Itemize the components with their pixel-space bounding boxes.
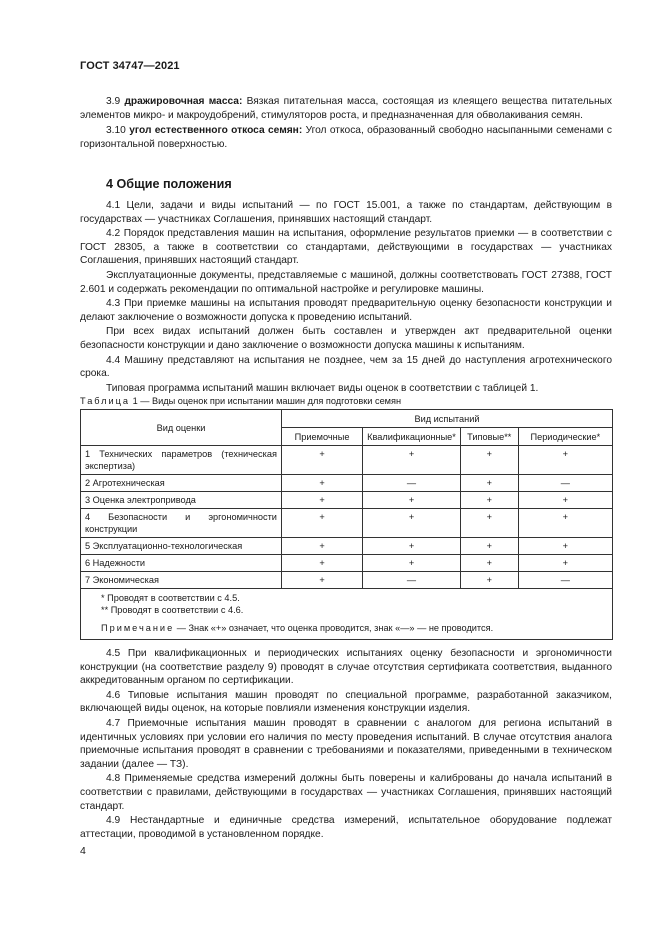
paragraph: 4.4 Машину представляют на испытания не позднее, чем за 15 дней до наступления агротехнического срока. (80, 354, 612, 380)
after-table-block (80, 647, 612, 841)
mark-cell: — (518, 475, 612, 492)
mark-cell: + (281, 509, 362, 538)
header-type-tests: Типовые** (460, 428, 518, 446)
note-text: — Знак «+» означает, что оценка проводится, знак «—» — не проводится. (174, 623, 494, 633)
mark-cell: — (518, 572, 612, 589)
paragraph: 4.6 Типовые испытания машин проводят по специальной программе, разработанной заказчиком, включающей виды оценок, на которые повлияли изменения конструкции изделия. (80, 689, 612, 715)
mark-cell: + (281, 492, 362, 509)
header-assessment-type: Вид оценки (81, 410, 282, 446)
header-acceptance: Приемочные (281, 428, 362, 446)
row-name: 6 Надежности (81, 555, 282, 572)
definition-text: Угол откоса, образованный свободно насыпанными семенами с горизонтальной поверхностью. (80, 125, 612, 150)
section-title: 4 Общие положения (106, 177, 232, 191)
mark-cell: + (518, 538, 612, 555)
paragraph: 4.2 Порядок представления машин на испытания, оформление результатов приемки — в соответствии с ГОСТ 28305, а также в соответствии со стандартами, действующими в государствах — участниках Соглашения, принявших настоящий стандарт. (80, 228, 612, 267)
table-notes-row (81, 589, 613, 640)
paragraph: 4.5 При квалификационных и периодических испытаниях оценку безопасности и эргономичности конструкции (на соответствие разделу 9) проводят в случае отсутствия сертификата соответствия, выданного аккредитованным органом по сертификации. (80, 648, 612, 687)
mark-cell: + (460, 555, 518, 572)
table-row (81, 572, 613, 589)
row-name: 1 Технических параметров (техническая экспертиза) (81, 446, 282, 475)
mark-cell: + (363, 538, 461, 555)
mark-cell: + (281, 555, 362, 572)
table-row (81, 475, 613, 492)
definition-number: 3.10 (106, 125, 126, 137)
assessment-table (80, 409, 613, 640)
table-caption-text: 1 — Виды оценок при испытании машин для подготовки семян (130, 396, 402, 406)
mark-cell: + (460, 572, 518, 589)
definition-3-9 (80, 95, 612, 122)
mark-cell: + (518, 509, 612, 538)
mark-cell: + (460, 492, 518, 509)
mark-cell: + (363, 555, 461, 572)
row-name: 5 Эксплуатационно-технологическая (81, 538, 282, 555)
note-label: Примечание (101, 623, 175, 633)
general-provisions-block (80, 199, 612, 395)
mark-cell: + (518, 555, 612, 572)
header-test-type: Вид испытаний (281, 410, 612, 428)
row-name: 2 Агротехническая (81, 475, 282, 492)
row-name: 3 Оценка электропривода (81, 492, 282, 509)
table-caption-label: Таблица (80, 396, 131, 406)
mark-cell: + (363, 509, 461, 538)
definition-number: 3.9 (106, 96, 121, 107)
definition-term: угол естественного откоса семян: (129, 125, 303, 137)
table-caption (80, 396, 401, 406)
definition-text: Вязкая питательная масса, состоящая из клеящего вещества питательных элементов микро- и макроудобрений, стимуляторов роста, и предназначенная для обволакивания семян. (80, 96, 612, 121)
mark-cell: + (363, 446, 461, 475)
table-note (89, 622, 604, 634)
mark-cell: + (518, 446, 612, 475)
paragraph: 4.1 Цели, задачи и виды испытаний — по ГОСТ 15.001, а также по стандартам, действующим в государствах — участниках Соглашения, принявших настоящий стандарт. (80, 200, 612, 225)
paragraph: Эксплуатационные документы, представляемые с машиной, должны соответствовать ГОСТ 27388, ГОСТ 2.601 и содержать рекомендации по оптимальной настройке и регулировке машины. (80, 269, 612, 295)
mark-cell: + (518, 492, 612, 509)
mark-cell: + (460, 475, 518, 492)
mark-cell: + (281, 446, 362, 475)
mark-cell: + (281, 538, 362, 555)
mark-cell: + (460, 538, 518, 555)
header-periodic: Периодические* (518, 428, 612, 446)
table-row (81, 509, 613, 538)
mark-cell: + (281, 572, 362, 589)
row-name: 4 Безопасности и эргономичности конструкции (81, 509, 282, 538)
mark-cell: — (363, 572, 461, 589)
paragraph: 4.8 Применяемые средства измерений должны быть поверены и калиброваны до начала испытаний в соответствии с правилами, действующими в государствах — участниках Соглашения, принявших настоящий стандарт. (80, 773, 612, 812)
table-row (81, 492, 613, 509)
table-notes (81, 589, 613, 640)
definition-term: дражировочная масса: (124, 96, 243, 107)
footnote: * Проводят в соответствии с 4.5. (101, 593, 240, 603)
definition-3-10 (80, 124, 612, 151)
table-row (81, 538, 613, 555)
mark-cell: — (363, 475, 461, 492)
table-row (81, 555, 613, 572)
footnote: ** Проводят в соответствии с 4.6. (101, 605, 244, 615)
mark-cell: + (460, 509, 518, 538)
paragraph: 4.7 Приемочные испытания машин проводят в сравнении с аналогом для региона испытаний в идентичных условиях при условии его наличия по месту проведения испытаний. В случае отсутствия аналога приемочные испытания проводят в сравнении с требованиями и показателями, приведенными в техническом задании (далее — ТЗ). (80, 717, 612, 770)
paragraph: 4.3 При приемке машины на испытания проводят предварительную оценку безопасности конструкции и делают заключение о возможности допуска к проведению испытаний. (80, 298, 612, 323)
mark-cell: + (460, 446, 518, 475)
paragraph: Типовая программа испытаний машин включает виды оценок в соответствии с таблицей 1. (106, 382, 539, 394)
mark-cell: + (363, 492, 461, 509)
page-number: 4 (80, 845, 86, 857)
mark-cell: + (281, 475, 362, 492)
paragraph: 4.9 Нестандартные и единичные средства измерений, испытательное оборудование подлежат аттестации, проводимой в установленном порядке. (80, 815, 612, 840)
header-qualification: Квалификационные* (363, 428, 461, 446)
definitions-block (80, 95, 612, 151)
paragraph: При всех видах испытаний должен быть составлен и утвержден акт предварительной оценки безопасности конструкции и дано заключение о возможности допуска машины к испытаниям. (80, 326, 612, 351)
table-row (81, 446, 613, 475)
row-name: 7 Экономическая (81, 572, 282, 589)
document-header: ГОСТ 34747—2021 (80, 60, 180, 72)
